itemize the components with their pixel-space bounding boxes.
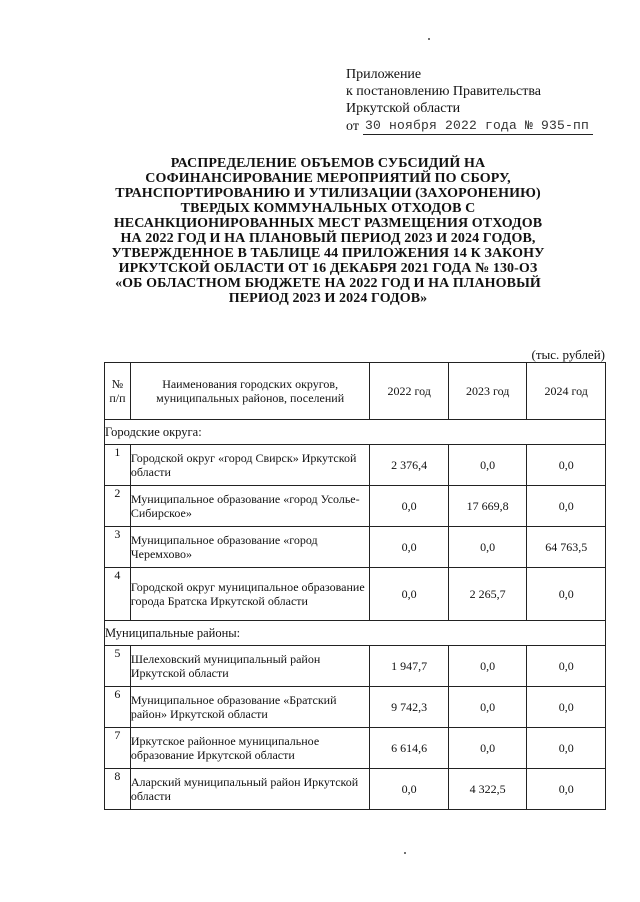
date-prefix: от: [346, 119, 359, 134]
row-2024: 0,0: [527, 687, 606, 728]
header-name-line2: муниципальных районов, поселений: [156, 391, 345, 405]
row-number: 4: [105, 568, 131, 621]
table-row: [105, 527, 606, 568]
title-line: «ОБ ОБЛАСТНОМ БЮДЖЕТЕ НА 2022 ГОД И НА ПЛАНОВЫЙ: [115, 276, 541, 291]
row-name: Городской округ муниципальное образование города Братска Иркутской области: [130, 568, 370, 621]
subsidy-table: [104, 362, 606, 810]
row-name: Муниципальное образование «Братский район» Иркутской области: [130, 687, 370, 728]
title-line: НЕСАНКЦИОНИРОВАННЫХ МЕСТ РАЗМЕЩЕНИЯ ОТХОДОВ: [113, 216, 543, 231]
section-row-urban: [105, 420, 606, 445]
row-2022: 0,0: [370, 486, 449, 527]
header-name-line1: Наименования городских округов,: [162, 377, 339, 391]
header-2022: 2022 год: [370, 363, 449, 420]
header-num-line1: №: [111, 377, 124, 391]
table-row: [105, 486, 606, 527]
row-2022: 0,0: [370, 568, 449, 621]
row-2023: 0,0: [448, 728, 527, 769]
title-line: НА 2022 ГОД И НА ПЛАНОВЫЙ ПЕРИОД 2023 И 2024 ГОДОВ,: [120, 231, 536, 246]
row-name: Муниципальное образование «город Усолье-Сибирское»: [130, 486, 370, 527]
row-2024: 64 763,5: [527, 527, 606, 568]
table-row: [105, 445, 606, 486]
row-2023: 0,0: [448, 445, 527, 486]
row-2022: 6 614,6: [370, 728, 449, 769]
row-2023: 0,0: [448, 687, 527, 728]
row-2024: 0,0: [527, 445, 606, 486]
section-row-districts: [105, 621, 606, 646]
row-name: Муниципальное образование «город Черемхово»: [130, 527, 370, 568]
title-line: УТВЕРЖДЕННОЕ В ТАБЛИЦЕ 44 ПРИЛОЖЕНИЯ 14 К ЗАКОНУ: [111, 246, 545, 261]
row-2022: 1 947,7: [370, 646, 449, 687]
row-2022: 9 742,3: [370, 687, 449, 728]
title-line: РАСПРЕДЕЛЕНИЕ ОБЪЕМОВ СУБСИДИЙ НА: [170, 156, 486, 171]
header-appendix: Приложение: [346, 67, 422, 82]
table-row: [105, 769, 606, 810]
row-2024: 0,0: [527, 646, 606, 687]
row-name: Шелеховский муниципальный район Иркутской области: [130, 646, 370, 687]
title-line: ТРАНСПОРТИРОВАНИЮ И УТИЛИЗАЦИИ (ЗАХОРОНЕНИЮ): [115, 186, 541, 201]
row-name: Аларский муниципальный район Иркутской области: [130, 769, 370, 810]
table-header-row: [105, 363, 606, 420]
document-header: [346, 66, 616, 135]
row-2023: 17 669,8: [448, 486, 527, 527]
table-row: [105, 568, 606, 621]
row-2023: 4 322,5: [448, 769, 527, 810]
row-number: 5: [105, 646, 131, 687]
row-2024: 0,0: [527, 769, 606, 810]
units-note: (тыс. рублей): [531, 347, 605, 362]
title-line: СОФИНАНСИРОВАНИЕ МЕРОПРИЯТИЙ ПО СБОРУ,: [145, 171, 511, 186]
section-label: Городские округа:: [105, 420, 606, 445]
row-number: 3: [105, 527, 131, 568]
table-row: [105, 646, 606, 687]
title-line: ПЕРИОД 2023 И 2024 ГОДОВ»: [228, 291, 428, 306]
row-number: 2: [105, 486, 131, 527]
header-date-line: [346, 117, 616, 135]
header-name: [130, 363, 370, 420]
header-2024: 2024 год: [527, 363, 606, 420]
row-name: Иркутское районное муниципальное образование Иркутской области: [130, 728, 370, 769]
document-title: [108, 156, 548, 306]
table-row: [105, 728, 606, 769]
row-2023: 2 265,7: [448, 568, 527, 621]
row-2024: 0,0: [527, 728, 606, 769]
row-name: Городской округ «город Свирск» Иркутской области: [130, 445, 370, 486]
scan-speck-top: [428, 38, 430, 40]
date-stamp: 30 ноября 2022 года № 935-пп: [363, 117, 593, 135]
row-number: 6: [105, 687, 131, 728]
header-num: [105, 363, 131, 420]
row-number: 1: [105, 445, 131, 486]
title-line: ИРКУТСКОЙ ОБЛАСТИ ОТ 16 ДЕКАБРЯ 2021 ГОДА № 130-ОЗ: [118, 261, 538, 276]
row-2022: 0,0: [370, 527, 449, 568]
header-region: Иркутской области: [346, 101, 461, 116]
row-2022: 2 376,4: [370, 445, 449, 486]
row-2024: 0,0: [527, 486, 606, 527]
row-2024: 0,0: [527, 568, 606, 621]
table-row: [105, 687, 606, 728]
row-number: 7: [105, 728, 131, 769]
row-2023: 0,0: [448, 527, 527, 568]
section-label: Муниципальные районы:: [105, 621, 606, 646]
row-2023: 0,0: [448, 646, 527, 687]
scan-speck-bottom: [404, 852, 406, 854]
header-2023: 2023 год: [448, 363, 527, 420]
row-2022: 0,0: [370, 769, 449, 810]
header-resolution: к постановлению Правительства: [346, 84, 542, 99]
header-num-line2: п/п: [109, 391, 126, 405]
row-number: 8: [105, 769, 131, 810]
title-line: ТВЕРДЫХ КОММУНАЛЬНЫХ ОТХОДОВ С: [180, 201, 476, 216]
